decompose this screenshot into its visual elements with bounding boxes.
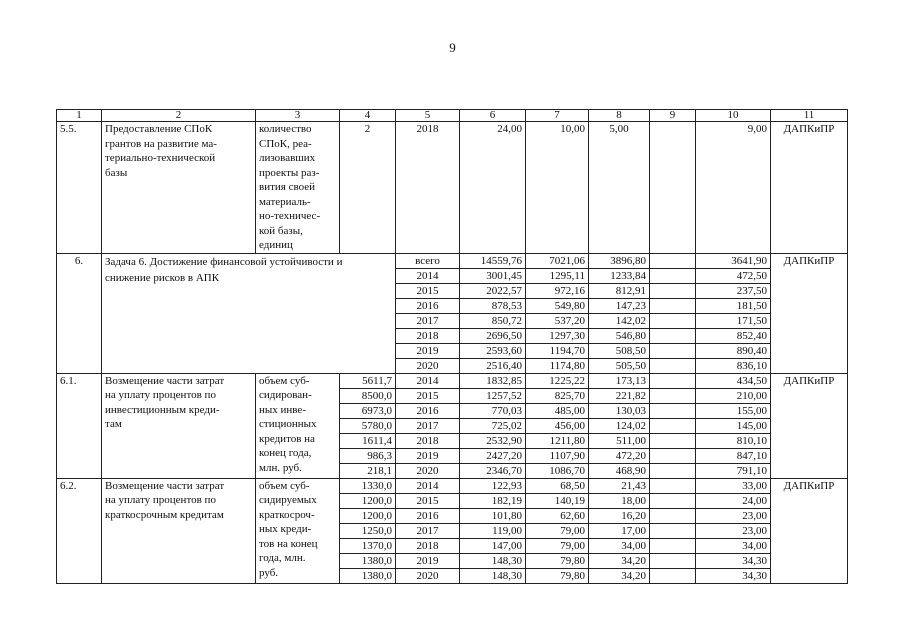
value-cell: 537,20 <box>526 313 589 328</box>
value-cell: 17,00 <box>589 523 650 538</box>
table-cell: 2018 <box>396 122 460 254</box>
year-cell: 2020 <box>396 463 460 478</box>
column-header: 5 <box>396 110 460 122</box>
value-cell: 1225,22 <box>526 373 589 388</box>
value-cell: 1297,30 <box>526 328 589 343</box>
measure-name <box>102 122 256 254</box>
year-cell: 2014 <box>396 268 460 283</box>
value-cell: 1611,4 <box>340 433 396 448</box>
indicator-name-line: лизовавших <box>259 152 316 164</box>
value-cell: 472,20 <box>589 448 650 463</box>
indicator-name-line: объем суб- <box>259 374 310 387</box>
value-cell <box>650 508 696 523</box>
value-cell <box>650 568 696 583</box>
value-cell: 1086,70 <box>526 463 589 478</box>
value-cell: 210,00 <box>696 388 771 403</box>
value-cell: 237,50 <box>696 283 771 298</box>
page-number: 9 <box>449 40 456 55</box>
value-cell: 812,91 <box>589 283 650 298</box>
task-name-line: Задача 6. Достижение финансовой устойчивости и <box>105 255 343 268</box>
row-number: 6.2. <box>57 478 102 583</box>
value-cell: 1200,0 <box>340 493 396 508</box>
table-cell: 24,00 <box>460 122 526 254</box>
indicator-name-line: сидируемых <box>259 494 317 506</box>
value-cell: 1832,85 <box>460 373 526 388</box>
column-header: 10 <box>696 110 771 122</box>
value-cell: 221,82 <box>589 388 650 403</box>
column-header: 6 <box>460 110 526 122</box>
column-header: 7 <box>526 110 589 122</box>
indicator-name-line: материаль- <box>259 195 311 208</box>
year-cell: 2016 <box>396 298 460 313</box>
value-cell <box>650 343 696 358</box>
value-cell: 511,00 <box>589 433 650 448</box>
column-header: 11 <box>771 110 848 122</box>
value-cell: 173,13 <box>589 373 650 388</box>
task-name-line: снижение рисков в АПК <box>105 271 220 284</box>
value-cell: 14559,76 <box>460 253 526 268</box>
measure-name-line: инвестиционным креди- <box>105 403 220 416</box>
value-cell <box>650 478 696 493</box>
indicator-name-line: сидирован- <box>259 389 312 401</box>
table-cell: 9,00 <box>696 122 771 254</box>
year-cell: всего <box>396 253 460 268</box>
value-cell: 852,40 <box>696 328 771 343</box>
value-cell: 34,20 <box>589 553 650 568</box>
year-cell: 2018 <box>396 433 460 448</box>
column-header: 9 <box>650 110 696 122</box>
measure-name <box>102 478 256 583</box>
value-cell <box>650 328 696 343</box>
row-number: 6.1. <box>57 373 102 478</box>
value-cell: 508,50 <box>589 343 650 358</box>
value-cell: 218,1 <box>340 463 396 478</box>
value-cell: 124,02 <box>589 418 650 433</box>
table-cell <box>650 122 696 254</box>
value-cell: 79,80 <box>526 568 589 583</box>
value-cell: 468,90 <box>589 463 650 478</box>
value-cell: 1233,84 <box>589 268 650 283</box>
value-cell: 1330,0 <box>340 478 396 493</box>
value-cell: 155,00 <box>696 403 771 418</box>
value-cell: 1250,0 <box>340 523 396 538</box>
year-cell: 2019 <box>396 343 460 358</box>
value-cell: 7021,06 <box>526 253 589 268</box>
value-cell: 8500,0 <box>340 388 396 403</box>
indicator-name-line: конец года, <box>259 447 312 459</box>
table-cell: 10,00 <box>526 122 589 254</box>
value-cell: 171,50 <box>696 313 771 328</box>
value-cell: 1200,0 <box>340 508 396 523</box>
table-row <box>57 478 848 493</box>
indicator-name-line: объем суб- <box>259 479 310 492</box>
value-cell: 2346,70 <box>460 463 526 478</box>
table-row <box>57 373 848 388</box>
measure-name-line: Возмещение части затрат <box>105 374 225 387</box>
value-cell: 505,50 <box>589 358 650 373</box>
measure-name-line: на уплату процентов по <box>105 494 216 506</box>
value-cell: 18,00 <box>589 493 650 508</box>
value-cell: 810,10 <box>696 433 771 448</box>
value-cell <box>650 448 696 463</box>
year-cell: 2017 <box>396 313 460 328</box>
indicator-name-line: млн. руб. <box>259 461 302 474</box>
column-header: 1 <box>57 110 102 122</box>
value-cell: 2516,40 <box>460 358 526 373</box>
column-header: 8 <box>589 110 650 122</box>
measure-name <box>102 373 256 478</box>
indicator-name-line: ных креди- <box>259 523 312 535</box>
value-cell: 725,02 <box>460 418 526 433</box>
year-cell: 2014 <box>396 373 460 388</box>
indicator-name <box>256 478 340 583</box>
year-cell: 2018 <box>396 538 460 553</box>
row-number: 6. <box>57 253 102 373</box>
indicator-name-line: тов на конец <box>259 537 318 550</box>
value-cell: 21,43 <box>589 478 650 493</box>
value-cell <box>650 538 696 553</box>
value-cell: 62,60 <box>526 508 589 523</box>
executor-cell: ДАПКиПР <box>771 478 848 583</box>
value-cell: 6973,0 <box>340 403 396 418</box>
value-cell: 1295,11 <box>526 268 589 283</box>
value-cell: 1370,0 <box>340 538 396 553</box>
table-row <box>57 122 848 254</box>
value-cell: 1257,52 <box>460 388 526 403</box>
value-cell <box>650 358 696 373</box>
value-cell: 34,00 <box>696 538 771 553</box>
value-cell: 1380,0 <box>340 568 396 583</box>
value-cell <box>650 283 696 298</box>
indicator-name-line: стиционных <box>259 418 317 430</box>
year-cell: 2015 <box>396 283 460 298</box>
value-cell: 23,00 <box>696 523 771 538</box>
value-cell: 16,20 <box>589 508 650 523</box>
year-cell: 2016 <box>396 403 460 418</box>
value-cell: 549,80 <box>526 298 589 313</box>
value-cell: 878,53 <box>460 298 526 313</box>
measure-name-line: базы <box>105 166 128 179</box>
value-cell <box>650 298 696 313</box>
value-cell: 148,30 <box>460 568 526 583</box>
value-cell <box>650 388 696 403</box>
value-cell: 34,30 <box>696 568 771 583</box>
indicator-name-line: ных инве- <box>259 403 306 416</box>
measure-name-line: на уплату процентов по <box>105 389 216 401</box>
value-cell: 182,19 <box>460 493 526 508</box>
value-cell <box>650 268 696 283</box>
value-cell <box>650 553 696 568</box>
value-cell: 142,02 <box>589 313 650 328</box>
value-cell: 972,16 <box>526 283 589 298</box>
value-cell: 456,00 <box>526 418 589 433</box>
measure-name-line: грантов на развитие ма- <box>105 137 217 150</box>
value-cell: 1107,90 <box>526 448 589 463</box>
value-cell: 847,10 <box>696 448 771 463</box>
value-cell: 890,40 <box>696 343 771 358</box>
value-cell: 147,23 <box>589 298 650 313</box>
value-cell: 485,00 <box>526 403 589 418</box>
year-cell: 2020 <box>396 358 460 373</box>
indicator-name-line: кой базы, <box>259 224 303 237</box>
value-cell: 140,19 <box>526 493 589 508</box>
value-cell: 1174,80 <box>526 358 589 373</box>
value-cell: 546,80 <box>589 328 650 343</box>
year-cell: 2019 <box>396 448 460 463</box>
indicator-name-line: года, млн. <box>259 552 306 564</box>
value-cell <box>650 313 696 328</box>
indicator-name-line: но-техничес- <box>259 210 321 222</box>
value-cell: 181,50 <box>696 298 771 313</box>
value-cell <box>650 373 696 388</box>
value-cell: 5780,0 <box>340 418 396 433</box>
value-cell: 2593,60 <box>460 343 526 358</box>
column-header: 4 <box>340 110 396 122</box>
indicator-name-line: вития своей <box>259 181 315 193</box>
indicator-name-line: кредитов на <box>259 432 315 445</box>
value-cell: 2022,57 <box>460 283 526 298</box>
year-cell: 2015 <box>396 388 460 403</box>
column-header: 2 <box>102 110 256 122</box>
value-cell: 3641,90 <box>696 253 771 268</box>
table-cell: ДАПКиПР <box>771 122 848 254</box>
row-number: 5.5. <box>57 122 102 254</box>
measure-name-line: там <box>105 418 122 430</box>
value-cell <box>650 433 696 448</box>
value-cell: 79,00 <box>526 538 589 553</box>
table-row <box>57 253 848 268</box>
value-cell: 23,00 <box>696 508 771 523</box>
indicator-name <box>256 373 340 478</box>
value-cell: 24,00 <box>696 493 771 508</box>
year-cell: 2017 <box>396 523 460 538</box>
indicator-name-line: проекты раз- <box>259 166 320 179</box>
value-cell: 836,10 <box>696 358 771 373</box>
value-cell <box>650 403 696 418</box>
value-cell <box>650 493 696 508</box>
value-cell <box>650 418 696 433</box>
measure-name-line: Предоставление СПоК <box>105 123 213 135</box>
value-cell: 2696,50 <box>460 328 526 343</box>
column-header: 3 <box>256 110 340 122</box>
value-cell: 3001,45 <box>460 268 526 283</box>
value-cell: 101,80 <box>460 508 526 523</box>
value-cell: 5611,7 <box>340 373 396 388</box>
value-cell: 147,00 <box>460 538 526 553</box>
value-cell: 34,30 <box>696 553 771 568</box>
value-cell: 850,72 <box>460 313 526 328</box>
program-table <box>56 109 848 584</box>
executor-cell: ДАПКиПР <box>771 253 848 373</box>
value-cell: 68,50 <box>526 478 589 493</box>
table-cell: 2 <box>340 122 396 254</box>
year-cell: 2020 <box>396 568 460 583</box>
value-cell: 2532,90 <box>460 433 526 448</box>
value-cell: 1380,0 <box>340 553 396 568</box>
value-cell <box>650 253 696 268</box>
value-cell: 79,80 <box>526 553 589 568</box>
value-cell: 2427,20 <box>460 448 526 463</box>
year-cell: 2015 <box>396 493 460 508</box>
task-name <box>102 253 396 373</box>
value-cell: 986,3 <box>340 448 396 463</box>
indicator-name-line: количество <box>259 123 312 135</box>
indicator-name-line: единиц <box>259 239 293 251</box>
value-cell: 119,00 <box>460 523 526 538</box>
value-cell: 472,50 <box>696 268 771 283</box>
value-cell <box>650 463 696 478</box>
value-cell: 34,20 <box>589 568 650 583</box>
value-cell: 1194,70 <box>526 343 589 358</box>
table-cell: 5,00 <box>589 122 650 254</box>
indicator-name-line: СПоК, реа- <box>259 137 312 150</box>
table-header-row <box>57 110 848 122</box>
year-cell: 2018 <box>396 328 460 343</box>
value-cell: 3896,80 <box>589 253 650 268</box>
value-cell: 434,50 <box>696 373 771 388</box>
value-cell: 145,00 <box>696 418 771 433</box>
measure-name-line: краткосрочным кредитам <box>105 508 224 521</box>
measure-name-line: териально-технической <box>105 152 216 164</box>
value-cell: 34,00 <box>589 538 650 553</box>
value-cell: 122,93 <box>460 478 526 493</box>
year-cell: 2017 <box>396 418 460 433</box>
year-cell: 2019 <box>396 553 460 568</box>
year-cell: 2016 <box>396 508 460 523</box>
value-cell: 791,10 <box>696 463 771 478</box>
year-cell: 2014 <box>396 478 460 493</box>
measure-name-line: Возмещение части затрат <box>105 479 225 492</box>
indicator-name <box>256 122 340 254</box>
value-cell: 130,03 <box>589 403 650 418</box>
value-cell: 825,70 <box>526 388 589 403</box>
value-cell: 79,00 <box>526 523 589 538</box>
value-cell: 1211,80 <box>526 433 589 448</box>
indicator-name-line: краткосроч- <box>259 508 315 521</box>
value-cell <box>650 523 696 538</box>
indicator-name-line: руб. <box>259 566 279 579</box>
value-cell: 33,00 <box>696 478 771 493</box>
value-cell: 148,30 <box>460 553 526 568</box>
value-cell: 770,03 <box>460 403 526 418</box>
executor-cell: ДАПКиПР <box>771 373 848 478</box>
